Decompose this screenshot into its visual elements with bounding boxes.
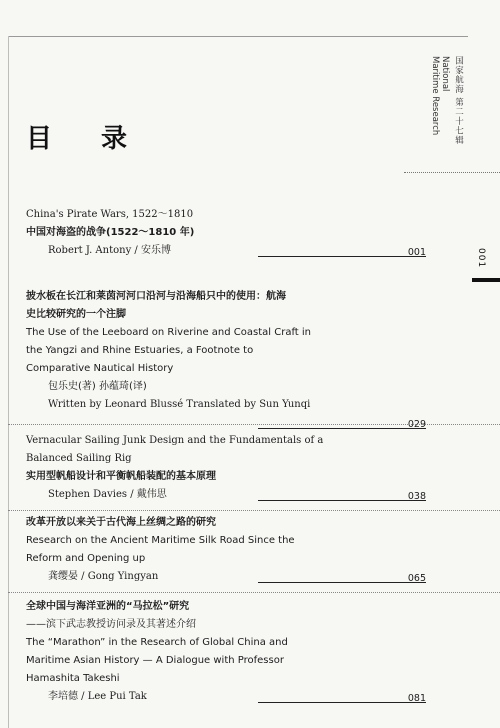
left-margin-rule [8, 36, 9, 728]
toc-entry-2[interactable] [26, 288, 426, 432]
journal-name-cn: 国家航海 第二十七辑 [453, 56, 464, 146]
entry-title-en: Balanced Sailing Rig [26, 453, 132, 464]
entry-author-line [26, 396, 426, 414]
entry-author: Robert J. Antony / 安乐博 [48, 245, 171, 256]
page-title: 目 录 [26, 124, 148, 154]
entry-author-line [26, 688, 426, 706]
page-leader [258, 419, 426, 430]
entry-author-line [26, 568, 426, 586]
entry-page-number: 029 [407, 419, 426, 430]
entry-title-en: Research on the Ancient Maritime Silk Road Since the [26, 535, 295, 546]
entry-title-cn: 实用型帆船设计和平衡帆船装配的基本原理 [26, 471, 216, 482]
entry-title-en: Vernacular Sailing Junk Design and the Fundamentals of a [26, 435, 324, 446]
entry-title-en: The Use of the Leeboard on Riverine and Coastal Craft in [26, 327, 312, 338]
journal-name-en-line1: National [440, 56, 450, 92]
entry-author: 李培德 / Lee Pui Tak [48, 691, 147, 702]
entry-author-line [26, 486, 426, 504]
entry-author-line [26, 242, 426, 260]
entry-page-number: 038 [407, 491, 426, 502]
toc-entry-3[interactable] [26, 432, 426, 504]
page-leader [258, 573, 426, 584]
entry-author: Stephen Davies / 戴伟思 [48, 489, 167, 500]
entry-title-cn: 改革开放以来关于古代海上丝绸之路的研究 [26, 517, 216, 528]
entry-separator [8, 510, 500, 511]
journal-name-en-line2: Maritime Research [430, 56, 440, 136]
toc-entry-5[interactable] [26, 598, 426, 706]
entry-separator [8, 592, 500, 593]
entry-title-en: China's Pirate Wars, 1522～1810 [26, 209, 194, 220]
entry-author: 龚缨晏 / Gong Yingyan [48, 571, 159, 582]
header-dotted-rule [404, 172, 500, 173]
entry-subtitle-cn: ——滨下武志教授访问录及其著述介绍 [26, 619, 196, 630]
entry-page-number: 065 [407, 573, 426, 584]
entry-title-cn: 全球中国与海洋亚洲的“马拉松”研究 [26, 601, 190, 612]
page-leader [258, 491, 426, 502]
entry-page-number: 001 [407, 247, 426, 258]
toc-entry-4[interactable] [26, 514, 426, 586]
entry-title-cn: 中国对海盗的战争(1522～1810 年) [26, 227, 195, 238]
entry-title-cn: 史比较研究的一个注脚 [26, 309, 126, 320]
entry-title-cn: 披水板在长江和莱茵河河口沿河与沿海船只中的使用：航海 [26, 291, 286, 302]
entry-page-number: 081 [407, 693, 426, 704]
toc-entry-1[interactable] [26, 206, 426, 260]
entry-title-en: Hamashita Takeshi [26, 673, 120, 684]
entry-title-en: Comparative Nautical History [26, 363, 174, 374]
side-page-number: 001 [476, 248, 486, 269]
entry-separator [8, 424, 500, 425]
page-leader [258, 247, 426, 258]
top-rule [8, 36, 468, 37]
entry-author-cn: 包乐史(著) 孙蕴琦(译) [48, 381, 147, 392]
entry-title-en: The “Marathon” in the Research of Global China and [26, 637, 288, 648]
thumb-tab [472, 278, 500, 282]
entry-title-en: the Yangzi and Rhine Estuaries, a Footnote to [26, 345, 254, 356]
page-leader [258, 693, 426, 704]
entry-title-en: Maritime Asian History — A Dialogue with Professor [26, 655, 284, 666]
entry-title-en: Reform and Opening up [26, 553, 146, 564]
entry-page-line [26, 414, 426, 432]
entry-author: Written by Leonard Blussé Translated by Sun Yunqi [48, 399, 311, 410]
journal-name-en [430, 56, 450, 135]
